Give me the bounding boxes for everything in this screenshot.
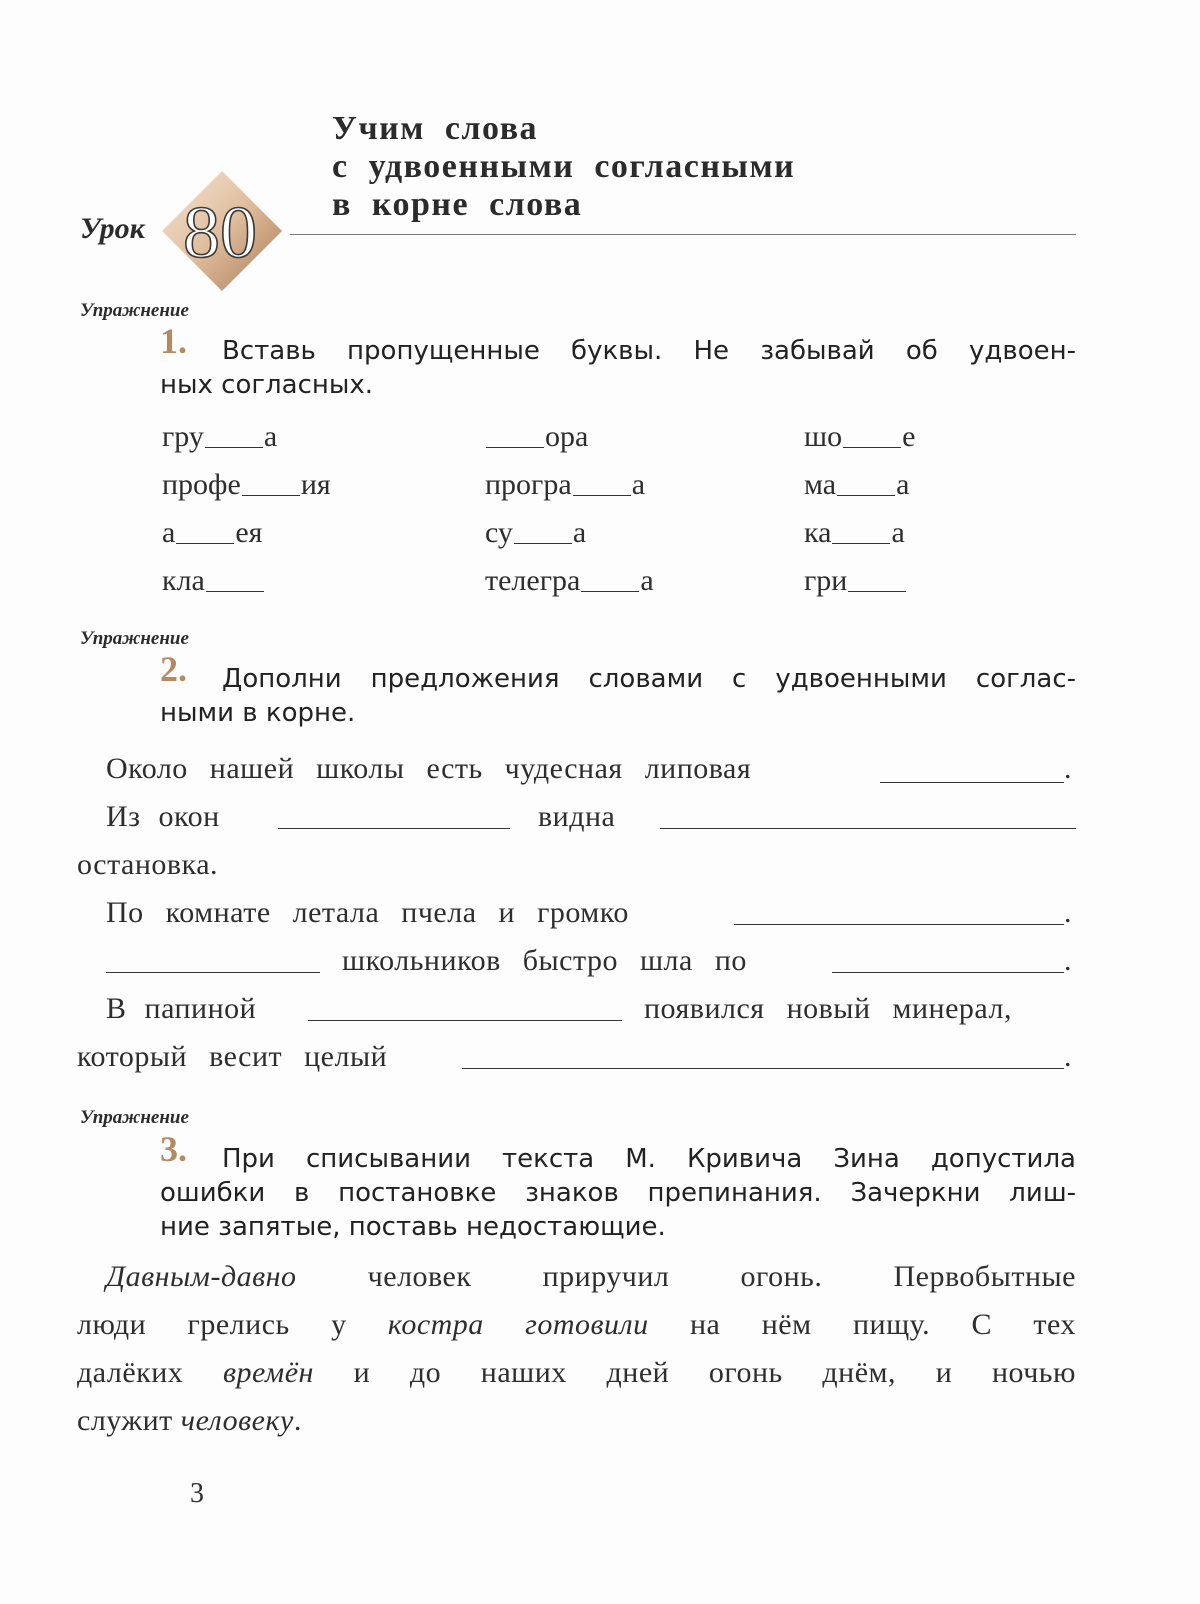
word-end: а (896, 468, 910, 501)
text-word: человек (367, 1260, 472, 1293)
word-start: шо (804, 420, 843, 453)
text-word: пищу. (852, 1308, 931, 1341)
text-word: огонь (708, 1356, 783, 1389)
sentence-5-end: появился новый минерал, (644, 992, 1012, 1025)
text-word: грелись (187, 1308, 290, 1341)
letter-blank[interactable] (176, 543, 234, 544)
text-word: днём, (822, 1356, 896, 1389)
text-word: нём (761, 1308, 812, 1341)
word-end: ия (300, 468, 331, 501)
word-start: гри (804, 564, 848, 597)
exercise-2-number: 2. (160, 649, 187, 689)
lesson-number: 80 (183, 192, 257, 274)
title-divider (290, 234, 1076, 235)
exercise-2-label: Упражнение (80, 628, 189, 649)
text-word: ночью (991, 1356, 1076, 1389)
word-end: а (640, 564, 654, 597)
title-line-2: с удвоенными согласными (332, 148, 796, 185)
text-word: времён (222, 1356, 314, 1389)
text-word: человеку. (180, 1404, 302, 1437)
fill-in-word (485, 468, 645, 502)
text-line-1 (106, 1260, 1076, 1294)
word-start: профе (162, 468, 241, 501)
word-end: а (891, 516, 905, 549)
answer-blank[interactable] (734, 924, 1064, 925)
letter-blank[interactable] (848, 591, 906, 592)
exercise-3-task-line-2: ошибки в постановке знаков препинания. Зачеркни лиш- (160, 1178, 1076, 1208)
lesson-title (332, 110, 795, 224)
fill-in-word (804, 564, 907, 598)
answer-blank[interactable] (462, 1068, 1064, 1069)
text-word: наших (480, 1356, 567, 1389)
answer-blank[interactable] (106, 972, 320, 973)
answer-blank[interactable] (278, 828, 510, 829)
letter-blank[interactable] (206, 591, 264, 592)
text-word: тех (1033, 1308, 1076, 1341)
exercise-3-task-line-1: При списывании текста М. Кривича Зина допустила (222, 1144, 1076, 1174)
word-start: програ (485, 468, 572, 501)
letter-blank[interactable] (832, 543, 890, 544)
title-line-1: Учим слова (332, 110, 539, 147)
fill-in-word (162, 564, 265, 598)
exercise-2-task-line-1: Дополни предложения словами с удвоенными соглас- (222, 664, 1076, 694)
word-end: а (631, 468, 646, 501)
letter-blank[interactable] (205, 447, 263, 448)
text-word: костра (387, 1308, 484, 1341)
letter-blank[interactable] (486, 447, 544, 448)
text-word: приручил (542, 1260, 670, 1293)
fill-in-word (485, 420, 588, 454)
sentence-2-middle: видна (538, 800, 616, 833)
lesson-number-badge (158, 167, 286, 295)
text-word: на (690, 1308, 721, 1341)
exercise-2-task-line-2: ными в корне. (160, 698, 356, 728)
text-word: до (409, 1356, 442, 1389)
letter-blank[interactable] (242, 495, 300, 496)
exercise-1-task-line-2: ных согласных. (160, 370, 374, 400)
sentence-5-start: В папиной (106, 992, 257, 1025)
page-number: 3 (190, 1478, 204, 1509)
fill-in-word (485, 516, 586, 550)
fill-in-word (804, 468, 909, 502)
text-line-2 (77, 1308, 1076, 1342)
answer-blank[interactable] (660, 828, 1076, 829)
word-end: ея (235, 516, 263, 549)
word-start: кла (162, 564, 205, 597)
text-word: люди (77, 1308, 147, 1341)
text-line-3 (77, 1356, 1076, 1390)
answer-blank[interactable] (308, 1020, 622, 1021)
fill-in-word (162, 420, 277, 454)
sentence-3-period: . (1064, 896, 1072, 929)
text-word: С (971, 1308, 993, 1341)
sentence-2-end: остановка. (77, 848, 219, 881)
text-line-4 (77, 1404, 302, 1438)
word-end: ора (545, 420, 589, 453)
text-word: служит (77, 1404, 173, 1437)
text-word: у (331, 1308, 347, 1341)
sentence-2-start: Из окон (106, 800, 220, 833)
word-start: су (485, 516, 513, 549)
letter-blank[interactable] (843, 447, 901, 448)
sentence-4-period: . (1064, 944, 1072, 977)
exercise-3-label: Упражнение (80, 1107, 189, 1128)
letter-blank[interactable] (581, 591, 639, 592)
text-word: Давным-давно (106, 1260, 297, 1293)
text-word: и (353, 1356, 371, 1389)
sentence-3: По комнате летала пчела и громко (106, 896, 629, 929)
sentence-4: школьников быстро шла по (342, 944, 747, 977)
exercise-3-task-line-3: ние запятые, поставь недостающие. (160, 1212, 666, 1242)
word-start: а (162, 516, 176, 549)
text-word: огонь. (740, 1260, 823, 1293)
lesson-label: Урок (80, 212, 145, 245)
text-word: Первобытные (893, 1260, 1076, 1293)
sentence-6-period: . (1064, 1040, 1072, 1073)
word-start: телегра (485, 564, 581, 597)
word-end: а (263, 420, 278, 453)
letter-blank[interactable] (573, 495, 631, 496)
fill-in-word (804, 420, 915, 454)
fill-in-word (804, 516, 905, 550)
exercise-1-number: 1. (160, 321, 187, 361)
sentence-1-period: . (1064, 752, 1072, 785)
text-word: и (935, 1356, 953, 1389)
sentence-6: который весит целый (77, 1040, 388, 1073)
exercise-1-label: Упражнение (80, 300, 189, 321)
letter-blank[interactable] (514, 543, 572, 544)
title-line-3: в корне слова (332, 186, 583, 223)
word-start: ка (804, 516, 832, 549)
text-word: дней (606, 1356, 670, 1389)
fill-in-word (162, 516, 262, 550)
text-word: готовили (525, 1308, 649, 1341)
exercise-3-number: 3. (160, 1129, 187, 1169)
answer-blank[interactable] (880, 782, 1064, 783)
word-end: е (902, 420, 916, 453)
word-start: ма (804, 468, 837, 501)
sentence-1: Около нашей школы есть чудесная липовая (106, 752, 752, 785)
fill-in-word (162, 468, 331, 502)
answer-blank[interactable] (832, 972, 1064, 973)
word-end: а (572, 516, 587, 549)
text-word: далёких (77, 1356, 184, 1389)
fill-in-word (485, 564, 654, 598)
word-start: гру (162, 420, 204, 453)
letter-blank[interactable] (837, 495, 895, 496)
exercise-1-task-line-1: Вставь пропущенные буквы. Не забывай об удвоен- (222, 336, 1076, 366)
